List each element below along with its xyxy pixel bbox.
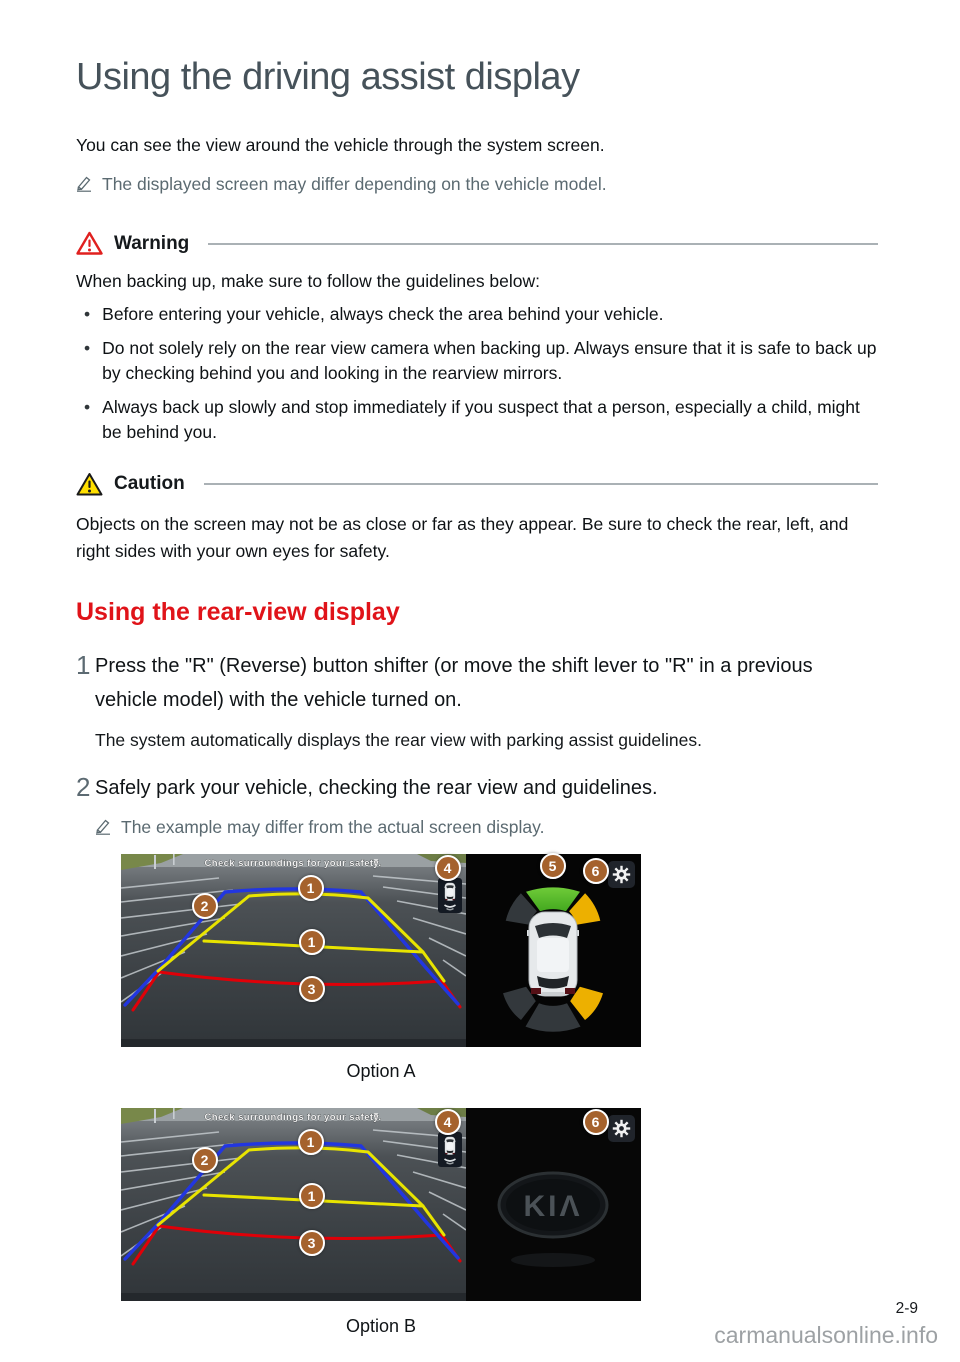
divider [208, 243, 878, 245]
callout-1: 1 [298, 875, 324, 901]
parking-sensor-panel [466, 854, 641, 1047]
section-heading: Using the rear-view display [76, 597, 400, 626]
step-1 [76, 649, 878, 717]
caution-triangle-icon [76, 472, 103, 497]
pencil-icon [95, 818, 111, 835]
figure-caption-b: Option B [345, 1315, 417, 1336]
caution-header [76, 472, 878, 497]
figure-caption-a: Option A [346, 1060, 416, 1081]
callout-1: 1 [298, 1129, 324, 1155]
brand-logo-panel [466, 1108, 641, 1301]
bullet-dot: • [84, 304, 91, 324]
watermark: carmanualsonline.info [714, 1322, 938, 1348]
divider [204, 483, 878, 485]
gear-icon [613, 1119, 630, 1136]
list-item [76, 336, 878, 387]
step-2-note [95, 815, 878, 840]
caution-text: Objects on the screen may not be as close or far as they appear. Be sure to check the rear, left, and right sides with your own eyes for safety. [76, 513, 849, 561]
gear-icon [613, 865, 630, 882]
callout-3: 3 [299, 1230, 325, 1256]
camera-caption: Check surroundings for your safety. [204, 857, 382, 869]
callout-1: 1 [299, 929, 325, 955]
warning-bullets [76, 302, 878, 446]
pencil-icon [76, 175, 92, 192]
info-note-text: The displayed screen may differ depending on the vehicle model. [102, 174, 607, 194]
step-1-detail: The system automatically displays the rear view with parking assist guidelines. [95, 729, 702, 750]
step-text: Safely park your vehicle, checking the rear view and guidelines. [95, 776, 658, 799]
callout-5: 5 [540, 853, 566, 879]
callout-4: 4 [435, 1109, 461, 1135]
page-title: Using the driving assist display [76, 56, 580, 98]
info-note [76, 172, 878, 197]
callout-2: 2 [192, 1147, 218, 1173]
step-2-note-text: The example may differ from the actual screen display. [121, 816, 545, 837]
list-item [76, 395, 878, 446]
page-number: 2-9 [895, 1300, 918, 1317]
bullet-text: Do not solely rely on the rear view camera when backing up. Always ensure that it is safe to back up by checking behind you and looking in the rearview mirrors. [102, 337, 877, 383]
warning-label: Warning [114, 232, 190, 254]
bullet-text: Before entering your vehicle, always check the area behind your vehicle. [102, 304, 664, 324]
bullet-text: Always back up slowly and stop immediately if you suspect that a person, especially a child, might be behind you. [102, 396, 860, 442]
figure-option-b [121, 1108, 641, 1301]
callout-1: 1 [299, 1183, 325, 1209]
rear-sensor-indicator [438, 1132, 462, 1167]
camera-caption: Check surroundings for your safety. [204, 1111, 382, 1123]
caution-label: Caution [114, 473, 185, 494]
kia-logo-text: KIΛ [523, 1189, 583, 1223]
callout-2: 2 [192, 893, 218, 919]
step-text: Press the "R" (Reverse) button shifter (or move the shift lever to "R" in a previous vehicle model) with the vehicle turned on. [95, 654, 813, 711]
warning-triangle-icon [76, 231, 103, 256]
callout-3: 3 [299, 976, 325, 1002]
warning-header [76, 231, 878, 256]
step-number: 1 [76, 649, 91, 680]
rear-camera-view [121, 854, 466, 1047]
callout-6: 6 [583, 858, 609, 884]
list-item [76, 302, 878, 328]
figure-option-a [121, 854, 641, 1047]
warning-lead: When backing up, make sure to follow the guidelines below: [76, 271, 541, 291]
car-top-view-icon [526, 912, 580, 996]
intro-text: You can see the view around the vehicle through the system screen. [76, 135, 605, 155]
step-2 [76, 771, 878, 805]
callout-6: 6 [583, 1109, 609, 1135]
rear-sensor-indicator [438, 878, 462, 913]
step-number: 2 [76, 771, 91, 802]
callout-4: 4 [435, 855, 461, 881]
rear-camera-view [121, 1108, 466, 1301]
bullet-dot: • [84, 337, 91, 358]
bullet-dot: • [84, 396, 91, 417]
